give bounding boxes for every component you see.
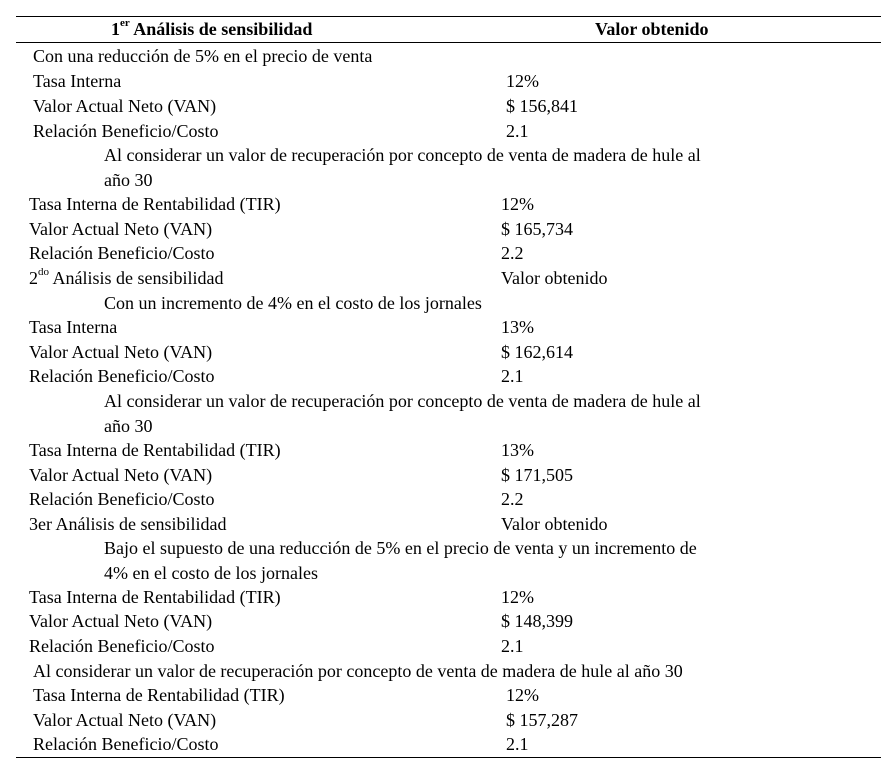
s3-heading: 3er Análisis de sensibilidad xyxy=(29,514,227,534)
s2-row-label: Relación Beneficio/Costo xyxy=(29,366,215,386)
s3-row-value: $ 148,399 xyxy=(501,611,573,631)
table-bottom-rule xyxy=(16,757,881,758)
header-col2: Valor obtenido xyxy=(595,19,709,39)
s3-title xyxy=(104,536,697,586)
s1-row-value: 12% xyxy=(506,71,539,91)
s1-row2-value: 2.2 xyxy=(501,243,524,263)
s1-row-label: Valor Actual Neto (VAN) xyxy=(33,96,217,116)
s2-row2-value: 13% xyxy=(501,440,534,460)
s2-heading-value: Valor obtenido xyxy=(501,268,608,288)
s3-row-value: 12% xyxy=(501,587,534,607)
s1-row2-label: Valor Actual Neto (VAN) xyxy=(29,219,213,239)
s1-row2-label: Tasa Interna de Rentabilidad (TIR) xyxy=(29,194,281,214)
s1-note xyxy=(104,143,701,193)
header-bottom-rule xyxy=(16,42,881,43)
s3-row-value: 2.1 xyxy=(501,636,524,656)
s3-row2-label: Valor Actual Neto (VAN) xyxy=(33,710,217,730)
s3-row2-value: 2.1 xyxy=(506,734,529,754)
s2-row-value: $ 162,614 xyxy=(501,342,573,362)
s1-title: Con una reducción de 5% en el precio de venta xyxy=(33,46,373,66)
s3-row2-value: 12% xyxy=(506,685,539,705)
s2-note-line2: año 30 xyxy=(104,416,153,436)
s1-row2-label: Relación Beneficio/Costo xyxy=(29,243,215,263)
s2-row2-label: Relación Beneficio/Costo xyxy=(29,489,215,509)
s3-title-line2: 4% en el costo de los jornales xyxy=(104,563,318,583)
s2-note-line1: Al considerar un valor de recuperación por concepto de venta de madera de hule al xyxy=(104,391,701,411)
s2-row2-value: $ 171,505 xyxy=(501,465,573,485)
s2-row-value: 2.1 xyxy=(501,366,524,386)
s3-row2-value: $ 157,287 xyxy=(506,710,578,730)
s3-row2-label: Relación Beneficio/Costo xyxy=(33,734,219,754)
s2-note xyxy=(104,389,701,439)
s1-row-value: 2.1 xyxy=(506,121,529,141)
s3-note: Al considerar un valor de recuperación por concepto de venta de madera de hule al año 30 xyxy=(33,661,683,681)
s1-row2-value: 12% xyxy=(501,194,534,214)
header-col1: 1er Análisis de sensibilidad xyxy=(111,17,313,39)
s2-row2-label: Valor Actual Neto (VAN) xyxy=(29,465,213,485)
s3-row-label: Tasa Interna de Rentabilidad (TIR) xyxy=(29,587,281,607)
s2-row-label: Tasa Interna xyxy=(29,317,118,337)
s1-row2-value: $ 165,734 xyxy=(501,219,573,239)
s2-title: Con un incremento de 4% en el costo de los jornales xyxy=(104,293,482,313)
s1-row-label: Tasa Interna xyxy=(33,71,122,91)
s1-note-line2: año 30 xyxy=(104,170,153,190)
s1-row-label: Relación Beneficio/Costo xyxy=(33,121,219,141)
s3-row2-label: Tasa Interna de Rentabilidad (TIR) xyxy=(33,685,285,705)
s2-row2-label: Tasa Interna de Rentabilidad (TIR) xyxy=(29,440,281,460)
s2-row-value: 13% xyxy=(501,317,534,337)
s3-row-label: Valor Actual Neto (VAN) xyxy=(29,611,213,631)
s3-heading-value: Valor obtenido xyxy=(501,514,608,534)
s2-heading: $2^{do}$ Análisis de sensibilidad xyxy=(29,266,224,288)
s2-row2-value: 2.2 xyxy=(501,489,524,509)
s2-row-label: Valor Actual Neto (VAN) xyxy=(29,342,213,362)
s3-title-line1: Bajo el supuesto de una reducción de 5% en el precio de venta y un incremento de xyxy=(104,538,697,558)
s1-note-line1: Al considerar un valor de recuperación por concepto de venta de madera de hule al xyxy=(104,145,701,165)
s1-row-value: $ 156,841 xyxy=(506,96,578,116)
s3-row-label: Relación Beneficio/Costo xyxy=(29,636,215,656)
